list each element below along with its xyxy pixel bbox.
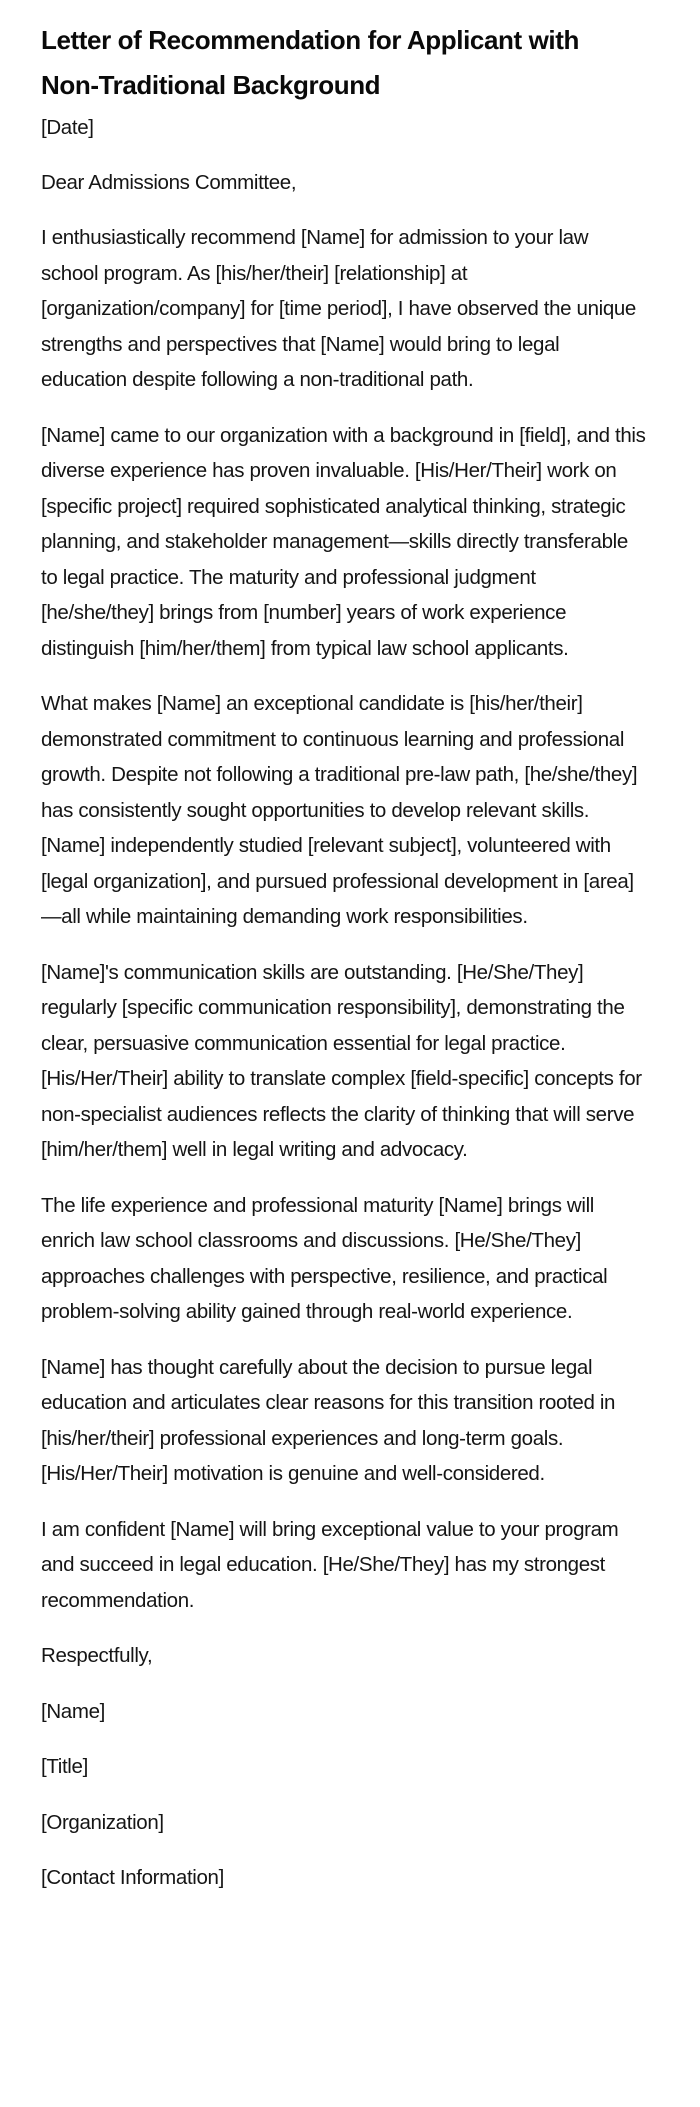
paragraph-motivation: [Name] has thought carefully about the decision to pursue legal education and articulates clear reasons for this transition rooted in [his/her/their] professional experiences and long-term goals. [His/Her/Their] motivation is genuine and well-considered. [41,1355,616,1485]
paragraph-introduction: I enthusiastically recommend [Name] for admission to your law school program. As [his/her/their] [relationship] at [organization/company] for [time period], I have observed the unique strengths and perspectives that [Name] would bring to legal education despite following a non-traditional path. [41,226,636,391]
signature-contact: [Contact Information] [41,1866,224,1889]
letter-title: Letter of Recommendation for Applicant with Non-Traditional Background [41,25,579,100]
signature-organization: [Organization] [41,1810,164,1834]
date-placeholder: [Date] [41,116,94,139]
paragraph-communication: [Name]'s communication skills are outstanding. [He/She/They] regularly [specific communication responsibility], demonstrating the clear, persuasive communication essential for legal practice. [His/Her/Their] ability to translate complex [field-specific] concepts for non-specialist audiences reflects the clarity of thinking that will serve [him/her/them] well in legal writing and advocacy. [41,960,642,1161]
paragraph-background: [Name] came to our organization with a background in [field], and this diverse experience has proven invaluable. [His/Her/Their] work on [specific project] required sophisticated analytical thinking, strategic planning, and stakeholder management—skills directly transferable to legal practice. The maturity and professional judgment [he/she/they] brings from [number] years of work experience distinguish [him/her/them] from typical law school applicants. [41,423,646,660]
signature-name: [Name] [41,1699,105,1723]
salutation: Dear Admissions Committee, [41,170,297,194]
paragraph-life-experience: The life experience and professional maturity [Name] brings will enrich law school classrooms and discussions. [He/She/They] approaches challenges with perspective, resilience, and practical problem-solving ability gained through real-world experience. [41,1193,608,1323]
paragraph-conclusion: I am confident [Name] will bring exceptional value to your program and succeed in legal education. [He/She/They] has my strongest recommendation. [41,1517,619,1612]
signature-title: [Title] [41,1755,88,1778]
paragraph-commitment: What makes [Name] an exceptional candidate is [his/her/their] demonstrated commitment to continuous learning and professional growth. Despite not following a traditional pre-law path, [he/she/they] has consistently sought opportunities to develop relevant skills. [Name] independently studied [relevant subject], volunteered with [legal organization], and pursued professional development in [area]—all while maintaining demanding work responsibilities. [41,692,638,928]
closing: Respectfully, [41,1644,153,1667]
